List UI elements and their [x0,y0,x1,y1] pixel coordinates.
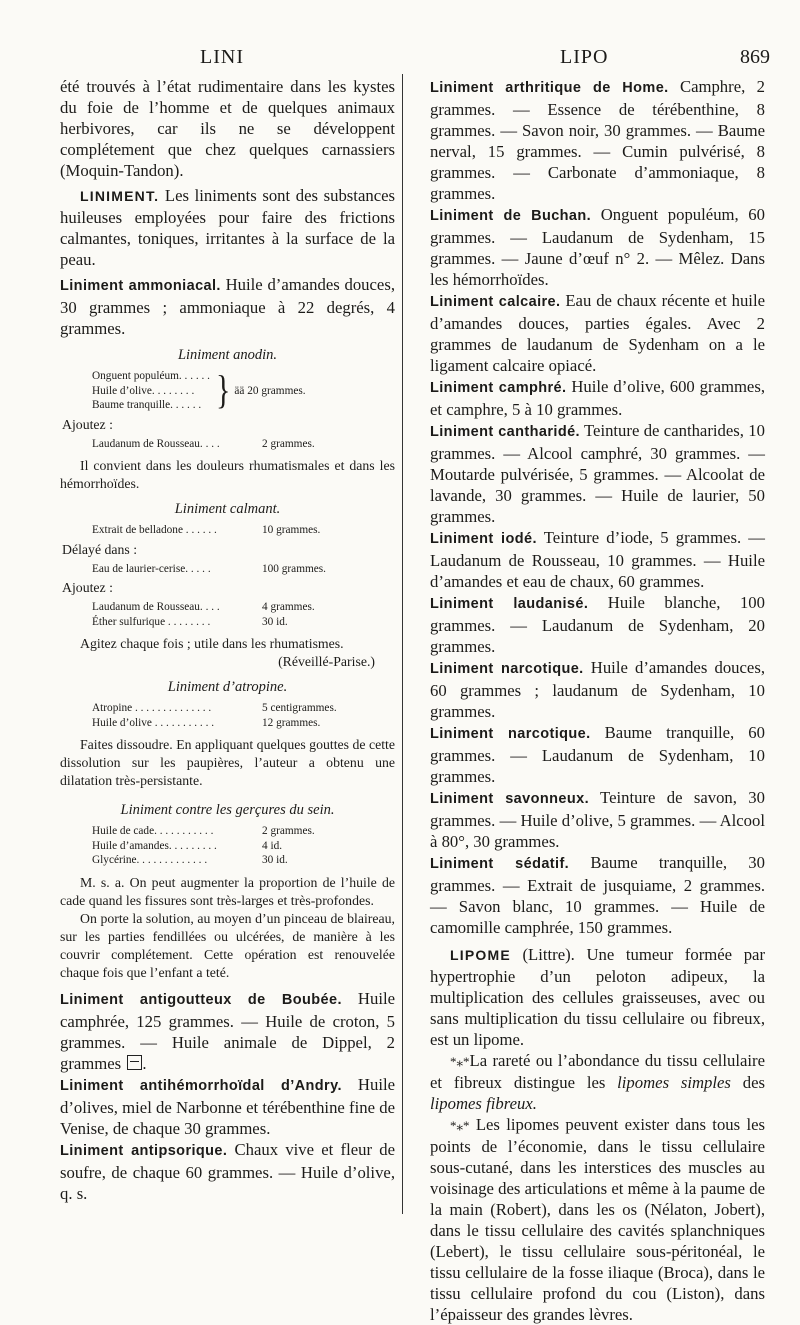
entry-headword: Liniment arthritique de Home. [430,80,669,96]
recipe-gercures [60,824,395,868]
entry-liniment-savonneux [430,787,765,852]
ingredient: Eau de laurier-cerise. . . . . [92,562,211,575]
entry-liniment-ammoniacal [60,274,395,339]
entry-text: Chaux vive et fleur de soufre, de chaque 60 grammes. — Huile d’olive, q. s. [60,1139,396,1203]
entry-text: Huile camphrée, 125 grammes. — Huile de croton, 5 grammes. — Huile animale de Dippel, 2 grammes [60,988,396,1073]
ingredient: Glycérine. . . . . . . . . . . . . [92,854,208,866]
entry-text: Huile d’olives, miel de Narbonne et térébenthine fine de Venise, de chaque 30 grammes. [60,1074,396,1138]
boxed-minus-icon [127,1055,142,1070]
entry-headword: Liniment sédatif. [430,856,570,872]
instruction-ajoutez: Ajoutez : [62,416,113,432]
entry-text: Eau de chaux récente et huile d’amandes douces, parties égales. Avec 2 grammes de laudanum de Sydenham on a le ligament calcaire opiacé. [430,291,765,375]
entry-text: Onguent populéum, 60 grammes. — Laudanum de Sydenham, 15 grammes. — Jaune d’œuf n° 2. — Mêlez. Dans les hémorrhoïdes. [430,205,765,289]
ingredient: Huile de cade. . . . . . . . . . . [92,825,214,837]
ingredient-quantity: 4 grammes. [262,601,315,613]
recipe-anodin [60,369,395,413]
recipe-calmant [60,523,395,538]
ingredient: Extrait de belladone . . . . . . [92,524,217,536]
recipe-note: Il convient dans les douleurs rhumatismales et dans les hémorrhoïdes. [60,458,395,491]
entry-headword: Liniment cantharidé. [430,424,580,440]
ingredient-quantity: 4 id. [262,839,283,852]
entry-liniment-calcaire [430,290,765,376]
entry-headword: Liniment antihémorrhoïdal d’Andry. [60,1077,342,1094]
ingredient: Laudanum de Rousseau. . . . [92,601,220,613]
recipe-calmant-dilution [60,562,395,577]
ingredient-quantity: 5 centigrammes. [262,702,337,714]
paragraph-continuation: été trouvés à l’état rudimentaire dans les kystes du foie de l’homme et de quelques animaux herbivores, car ils ne se développent complétement que chez quelques carnassiers (Moquin-Tandon). [60,77,395,180]
recipe-anodin-addition [60,437,395,452]
left-column [60,76,395,1204]
entry-headword: Liniment narcotique. [430,726,591,742]
entry-headword: LINIMENT. [80,188,160,204]
ingredient: Onguent populéum. . . . . . [92,370,210,382]
entry-text: (Littre). Une tumeur formée par hypertrophie d’un peloton adipeux, la multiplication des cellules graisseuses, avec ou sans multiplication du tissu cellulaire ou fibreux, est un lipome. [430,945,765,1049]
entry-liniment-cantharide [430,420,765,527]
recipe-note: Faites dissoudre. En appliquant quelques gouttes de cette dissolution sur les paupières, l’auteur a obtenu une dilatation très-persistante. [60,737,395,788]
entry-headword: Liniment ammoniacal. [60,278,221,294]
ingredient: Huile d’olive. . . . . . . . [92,384,195,397]
entry-liniment-antipsorique [60,1139,395,1204]
ingredient: Laudanum de Rousseau. . . . [92,437,220,450]
entry-text: Huile d’amandes douces, 60 grammes ; laudanum de Sydenham, 10 grammes. [430,658,766,721]
recipe-calmant-addition [60,600,395,629]
entry-headword: Liniment camphré. [430,380,567,396]
entry-headword: Liniment narcotique. [430,661,584,677]
entry-liniment [60,185,395,270]
recipe-atropine [60,701,395,730]
entry-text: Huile d’amandes douces, 30 grammes ; ammoniaque à 22 degrés, 4 grammes. [60,275,395,338]
entry-text: Teinture d’iode, 5 grammes. — Laudanum de Rousseau, 10 grammes. — Huile d’amandes et eau de chaux, 60 grammes. [430,528,765,591]
header-left-word: LINI [200,46,244,68]
entry-text: Les liniments sont des substances huileuses employées pour faire des frictions calmantes, toniques, irritantes à la surface de la peau. [60,186,395,269]
ingredient-quantity: 30 id. [262,615,288,628]
entry-liniment-narcotique-2 [430,722,765,787]
recipe-title-atropine: Liniment d’atropine. [167,679,288,695]
entry-headword: Liniment laudanisé. [430,596,589,612]
entry-text: Baume tranquille, 30 grammes. — Extrait de jusquiame, 2 grammes. — Savon blanc, 10 grammes. — Huile de camomille camphrée, 150 grammes. [430,853,765,937]
recipe-title-gercures: Liniment contre les gerçures du sein. [120,802,335,818]
ingredient: Atropine . . . . . . . . . . . . . . [92,702,212,714]
lipome-paragraph-rarete: *⁎*La rareté ou l’abondance du tissu cellulaire et fibreux distingue les lipomes simples des lipomes fibreux. [430,1051,765,1113]
ingredient: Éther sulfurique . . . . . . . . [92,615,211,628]
ingredient-quantity: 2 grammes. [262,825,315,837]
entry-liniment-iode [430,527,765,592]
entry-text: Baume tranquille, 60 grammes. — Laudanum de Sydenham, 10 grammes. [430,723,765,786]
instruction-ajoutez: Ajoutez : [62,580,113,595]
instruction-delaye: Délayé dans : [62,541,138,557]
column-divider [402,74,403,1214]
ingredient: Baume tranquille. . . . . . [92,399,202,411]
entry-headword: Liniment antigoutteux de Boubée. [60,991,342,1008]
header-right-word: LIPO [560,46,609,68]
recipe-title-calmant: Liniment calmant. [174,501,281,517]
recipe-note: M. s. a. On peut augmenter la proportion de l’huile de cade quand les fissures sont très-larges et très-profondes. [60,874,395,908]
entry-text: Teinture de savon, 30 grammes. — Huile d’olive, 5 grammes. — Alcool à 80°, 30 grammes. [430,788,765,851]
entry-headword: LIPOME [450,947,511,963]
ingredient-quantity: 12 grammes. [262,716,321,729]
page-number: 869 [740,46,770,68]
ingredient-quantity: 2 grammes. [262,437,315,450]
recipe-note: On porte la solution, au moyen d’un pinceau de blaireau, sur les parties fendillées ou ulcérées, de manière à les couvrir complétement. Cette opération est renouvelée chaque fois que l’enfant a teté. [60,910,395,980]
entry-text: Huile d’olive, 600 grammes, et camphre, 5 à 10 grammes. [430,377,766,419]
asterism-glyph: *⁎* [450,1118,470,1133]
entry-liniment-arthritique [430,76,765,204]
ingredient: Huile d’olive . . . . . . . . . . . [92,716,215,729]
entry-liniment-narcotique-1 [430,657,765,722]
ingredient-quantity: 10 grammes. [262,524,321,536]
entry-liniment-sedatif [430,852,765,938]
entry-headword: Liniment iodé. [430,531,537,547]
entry-liniment-buchan [430,204,765,290]
ingredient: Huile d’amandes. . . . . . . . . [92,839,217,852]
lipome-paragraph-siege: *⁎* Les lipomes peuvent exister dans tous les points de l’économie, dans le tissu cellulaire sous-cutané, dans les interstices des muscles au voisinage des articulations et même à la paume de la main (Robert), dans les os (Nélaton, Jobert), dans le tissu cellulaire des cavités splanchniques (Lebert), le tissu cellulaire sous-péritonéal, le tissu cellulaire de la fosse iliaque (Broca), dans le tissu cellulaire profond du cou (Liston), dans l’épaisseur des grandes lèvres. [430,1115,765,1324]
entry-text: Huile blanche, 100 grammes. — Laudanum de Sydenham, 20 grammes. [430,593,765,656]
recipe-title-anodin: Liniment anodin. [177,347,278,363]
recipe-source: (Réveillé-Parise.) [278,654,375,669]
running-header [60,46,770,72]
entry-liniment-antihemorrhoidal [60,1074,395,1139]
entry-headword: Liniment savonneux. [430,791,589,807]
entry-headword: Liniment de Buchan. [430,208,592,224]
entry-text: Teinture de cantharides, 10 grammes. — Alcool camphré, 30 grammes. — Moutarde pulvérisée, 5 grammes. — Alcoolat de lavande, 30 grammes. — Huile de laurier, 50 grammes. [430,421,765,526]
entry-liniment-camphre [430,376,765,420]
ingredient-quantity: 30 id. [262,854,288,866]
entry-liniment-antigoutteux: Liniment antigoutteux de Boubée. Huile camphrée, 125 grammes. — Huile de croton, 5 grammes. — Huile animale de Dippel, 2 grammes . [60,988,396,1073]
asterism-glyph: *⁎* [450,1054,470,1069]
recipe-note: Agitez chaque fois ; utile dans les rhumatismes. [80,636,344,651]
entry-lipome [430,944,765,1050]
entry-liniment-laudanise [430,592,765,657]
brace-glyph: } [215,367,231,413]
ingredient-quantity: ää 20 grammes. [234,384,306,397]
entry-text: Camphre, 2 grammes. — Essence de térébenthine, 8 grammes. — Savon noir, 30 grammes. — Baume nerval, 15 grammes. — Cumin pulvérisé, 8 grammes. — Carbonate d’ammoniaque, 8 grammes. [430,77,765,203]
ingredient-quantity: 100 grammes. [262,562,327,575]
entry-headword: Liniment antipsorique. [60,1142,228,1159]
entry-headword: Liniment calcaire. [430,294,561,310]
right-column [430,76,765,1325]
